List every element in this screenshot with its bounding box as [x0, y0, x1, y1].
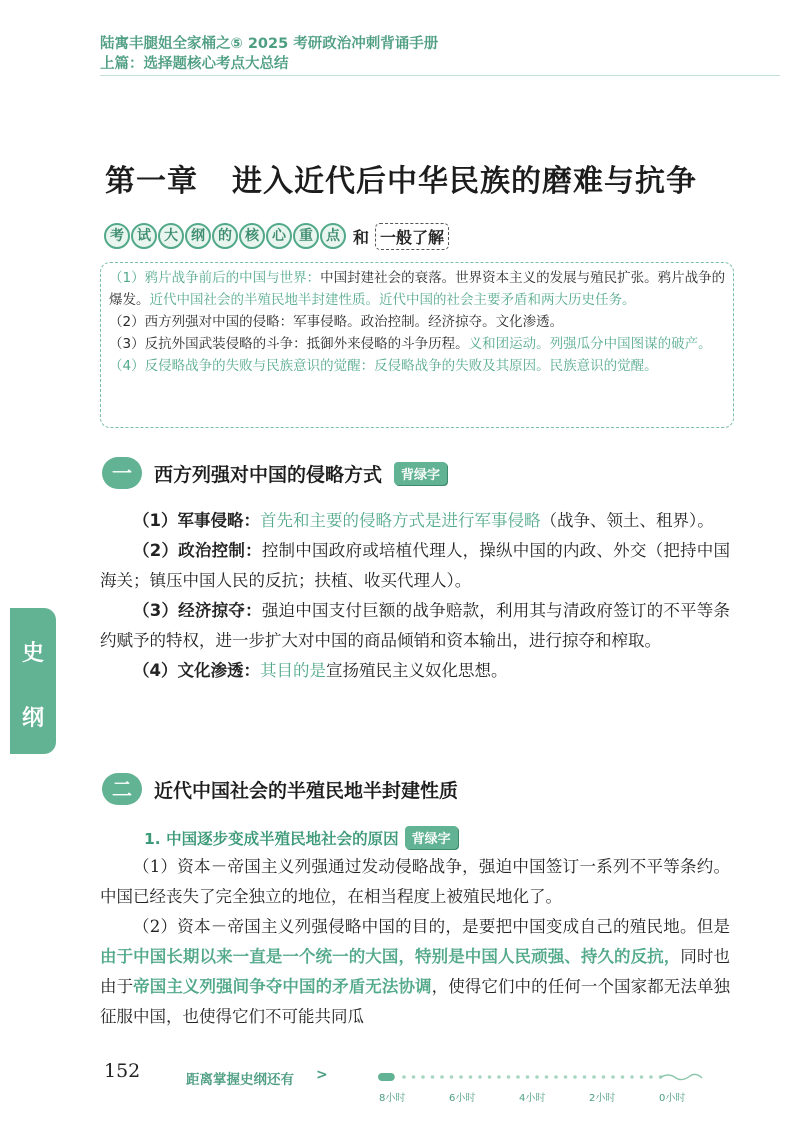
paragraph: （2）政治控制：控制中国政府或培植代理人，操纵中国的内政、外交（把持中国海关；镇压中国人民的反抗；扶植、收买代理人）。	[100, 541, 731, 590]
outline-item-4: （4）反侵略战争的失败与民族意识的觉醒：反侵略战争的失败及其原因。民族意识的觉醒。	[109, 358, 658, 374]
progress-dot	[602, 1075, 606, 1079]
subsection-heading: 1. 中国逐步变成半殖民地社会的原因 背绿字	[144, 826, 458, 849]
chapter-title	[105, 156, 697, 200]
progress-dot	[440, 1075, 444, 1079]
section-1-heading	[102, 456, 447, 490]
progress-dot	[611, 1075, 615, 1079]
kp-char: 考	[104, 223, 130, 249]
outline-item-3: （3）反抗外国武装侵略的斗争：抵御外来侵略的斗争历程。义和团运动。列强瓜分中国图谋的破产。	[109, 336, 712, 352]
section-2-body	[100, 852, 730, 1032]
progress-dot	[592, 1075, 596, 1079]
section-title: 西方列强对中国的侵略方式	[154, 463, 383, 486]
progress-dot	[421, 1075, 425, 1079]
kp-and: 和	[353, 227, 370, 247]
progress-dot	[431, 1075, 435, 1079]
memorize-green-badge: 背绿字	[405, 826, 458, 849]
finish-flourish-icon	[660, 1074, 702, 1079]
key-points-label	[104, 220, 449, 252]
progress-dot	[497, 1075, 501, 1079]
kp-char: 点	[320, 223, 346, 249]
tick-label: 4小时	[519, 1093, 546, 1104]
paragraph: （3）经济掠夺：强迫中国支付巨额的战争赔款，利用其与清政府签订的不平等条约赋予的特权，进一步扩大对中国的商品倾销和资本输出，进行掠夺和榨取。	[100, 601, 731, 650]
progress-dot	[516, 1075, 520, 1079]
progress-dot	[488, 1075, 492, 1079]
paragraph: （1）军事侵略：首先和主要的侵略方式是进行军事侵略（战争、领土、租界）。	[133, 511, 714, 530]
progress-dots	[402, 1075, 662, 1079]
paragraph: （2）资本－帝国主义列强侵略中国的目的，是要把中国变成自己的殖民地。但是由于中国长期以来一直是一个统一的大国，特别是中国人民顽强、持久的反抗，同时也由于帝国主义列强间争夺中国的矛盾无法协调，使得它们中的任何一个国家都无法单独征服中国，也使得它们不可能共同瓜	[100, 917, 731, 1026]
footer-progress-label: 距离掌握史纲还有	[186, 1072, 294, 1088]
progress-dot	[583, 1075, 587, 1079]
chevron-right-icon: >	[316, 1067, 328, 1083]
outline-item-1: （1）鸦片战争前后的中国与世界：中国封建社会的衰落。世界资本主义的发展与殖民扩张。鸦片战争的爆发。近代中国社会的半殖民地半封建性质。近代中国的社会主要矛盾和两大历史任务。	[109, 270, 726, 308]
kp-char: 纲	[185, 223, 211, 249]
kp-char: 试	[131, 223, 157, 249]
progress-dot	[564, 1075, 568, 1079]
paragraph: （1）资本－帝国主义列强通过发动侵略战争，强迫中国签订一系列不平等条约。中国已经丧失了完全独立的地位，在相当程度上被殖民地化了。	[100, 857, 730, 906]
section-title: 近代中国社会的半殖民地半封建性质	[154, 779, 459, 802]
running-header-title: 陆寓丰腿姐全家桶之⑤ 2025 考研政治冲刺背诵手册	[100, 36, 439, 52]
kp-char: 的	[212, 223, 238, 249]
progress-dot	[545, 1075, 549, 1079]
page-number: 152	[104, 1060, 141, 1082]
side-tab-char: 纲	[21, 706, 44, 731]
paragraph: （4）文化渗透：其目的是宣扬殖民主义奴化思想。	[133, 661, 508, 680]
progress-dot	[554, 1075, 558, 1079]
progress-dot	[640, 1075, 644, 1079]
progress-dot	[621, 1075, 625, 1079]
kp-char: 重	[293, 223, 319, 249]
progress-dot	[649, 1075, 653, 1079]
kp-char: 大	[158, 223, 184, 249]
outline-item-2: （2）西方列强对中国的侵略：军事侵略。政治控制。经济掠夺。文化渗透。	[109, 314, 564, 330]
side-tab-char: 史	[21, 641, 44, 666]
progress-dot	[573, 1075, 577, 1079]
study-progress-track	[378, 1070, 708, 1084]
syllabus-outline-box	[100, 262, 734, 428]
progress-dot	[630, 1075, 634, 1079]
kp-char: 心	[266, 223, 292, 249]
tick-label: 0小时	[659, 1093, 686, 1104]
progress-dot	[507, 1075, 511, 1079]
progress-dot	[535, 1075, 539, 1079]
tick-label: 8小时	[379, 1093, 406, 1104]
chapter-name: 进入近代后中华民族的磨难与抗争	[232, 164, 697, 199]
progress-dot	[526, 1075, 530, 1079]
tick-label: 2小时	[589, 1093, 616, 1104]
general-understanding-label: 一般了解	[375, 223, 449, 250]
running-header-subtitle: 上篇：选择题核心考点大总结	[100, 56, 289, 72]
header-divider	[100, 75, 780, 76]
section-1-body	[100, 506, 730, 686]
kp-char: 核	[239, 223, 265, 249]
section-2-heading	[102, 772, 458, 806]
progress-dot	[459, 1075, 463, 1079]
section-number: 二	[102, 773, 142, 805]
chapter-number: 第一章	[105, 164, 198, 199]
memorize-green-badge: 背绿字	[394, 462, 447, 485]
side-tab-shigang	[10, 608, 56, 754]
progress-dot	[469, 1075, 473, 1079]
progress-dot	[402, 1075, 406, 1079]
progress-dot	[412, 1075, 416, 1079]
tick-label: 6小时	[449, 1093, 476, 1104]
progress-dot	[450, 1075, 454, 1079]
progress-fill	[378, 1073, 395, 1081]
section-number: 一	[102, 457, 142, 489]
progress-dot	[478, 1075, 482, 1079]
